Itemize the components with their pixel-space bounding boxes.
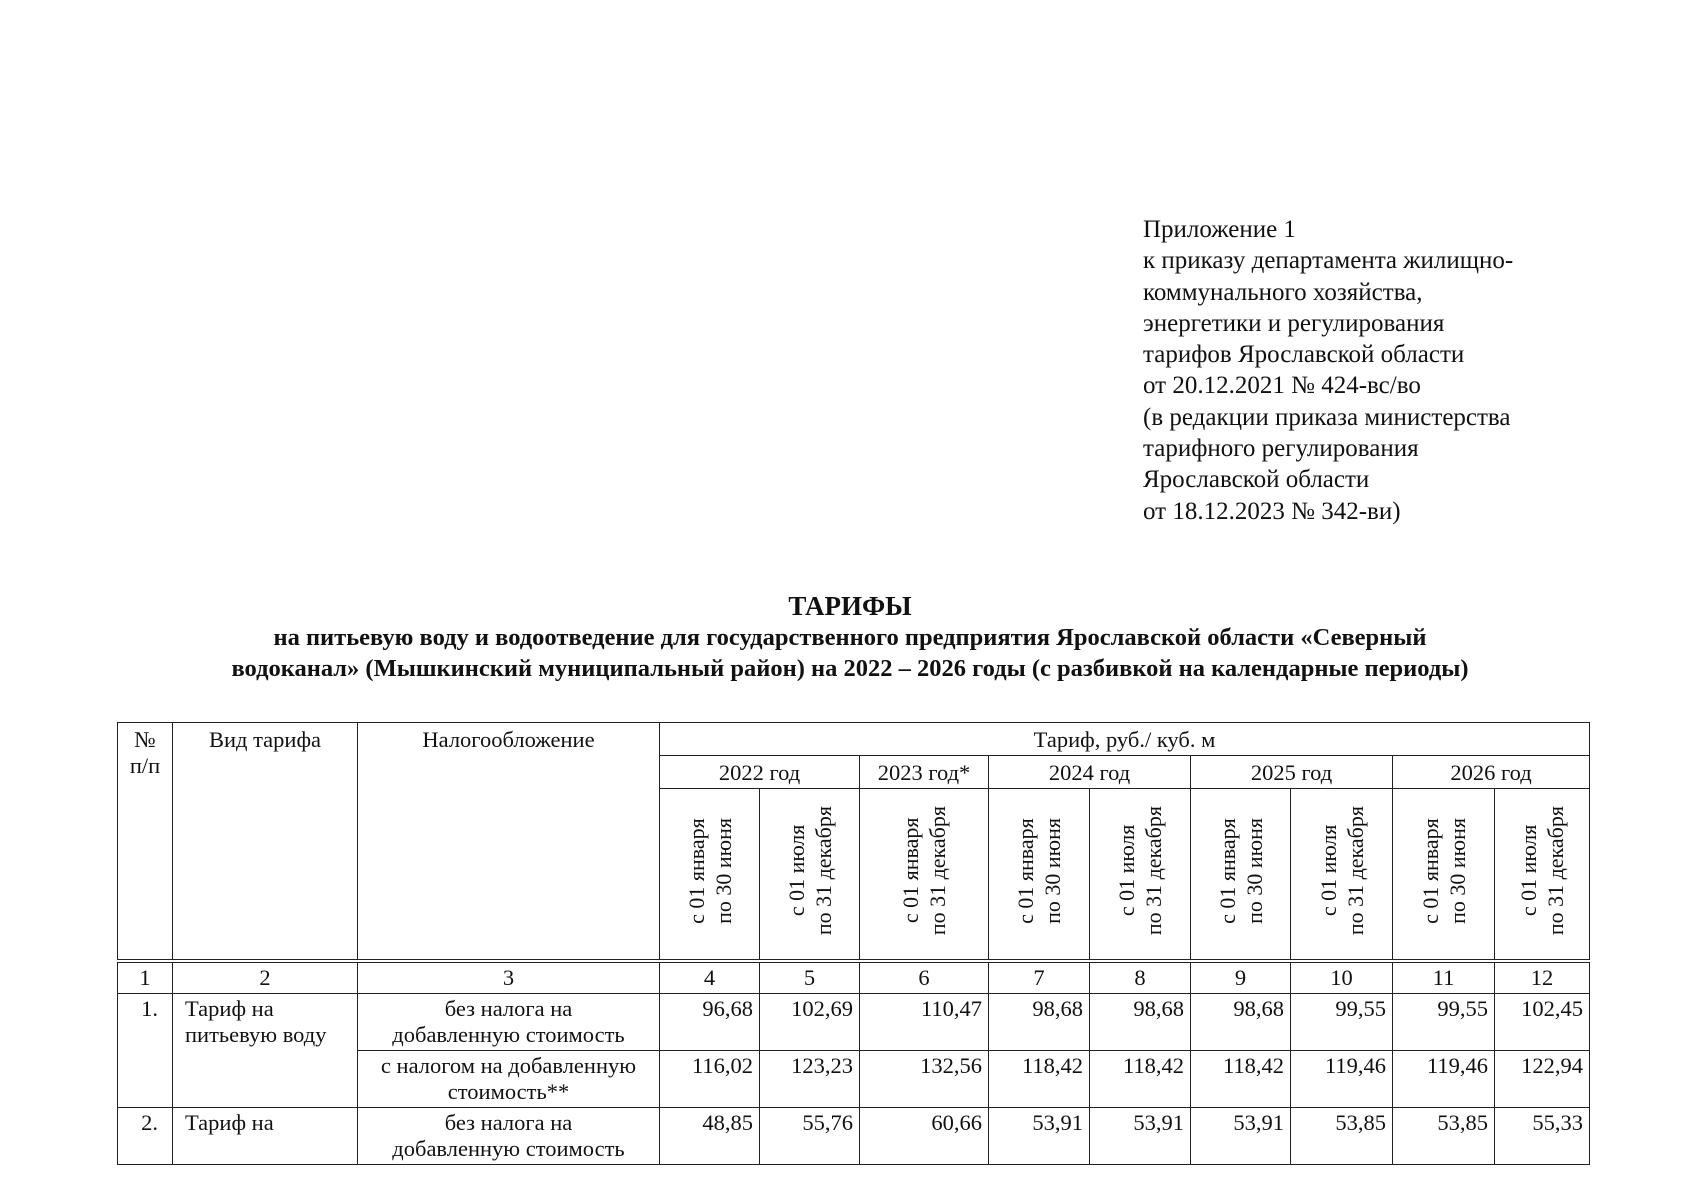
title-sub-line: водоканал» (Мышкинский муниципальный район) на 2022 – 2026 годы (с разбивкой на календарные периоды) [231,655,1469,682]
appendix-line: (в редакции приказа министерства [1143,403,1511,431]
document-title [110,590,1590,684]
column-index: 7 [989,961,1090,994]
tariff-value: 48,85 [660,1108,760,1165]
tariff-value: 98,68 [1191,994,1291,1051]
header-year: 2023 год* [860,756,989,789]
tariff-value: 53,91 [1090,1108,1191,1165]
period-line: с 01 июля [1516,825,1541,917]
tariff-value: 99,55 [1291,994,1393,1051]
tariff-value: 118,42 [1090,1051,1191,1108]
tariff-value: 122,94 [1495,1051,1590,1108]
period-line: с 01 января [898,818,923,924]
tariff-kind-line: питьевую воду [185,1022,327,1047]
tariff-value: 98,68 [989,994,1090,1051]
header-tax: Налогообложение [358,723,660,962]
header-period [1090,789,1191,962]
tariff-value: 123,23 [760,1051,860,1108]
tariff-value: 119,46 [1291,1051,1393,1108]
taxation-cell [358,994,660,1051]
tariff-value: 99,55 [1393,994,1495,1051]
tariff-value: 118,42 [989,1051,1090,1108]
column-index: 3 [358,961,660,994]
period-line: с 01 января [1214,818,1240,924]
period-line: с 01 января [1013,818,1038,924]
column-index: 11 [1393,961,1495,994]
header-year: 2025 год [1191,756,1393,789]
tariff-value: 132,56 [860,1051,989,1108]
period-line: с 01 июля [1114,825,1139,917]
tariff-value: 102,69 [760,994,860,1051]
tariff-value: 53,91 [1191,1108,1291,1165]
period-line: с 01 января [683,818,709,924]
header-no-line: № [134,727,156,752]
appendix-line: Ярославской области [1143,466,1370,494]
appendix-line: от 18.12.2023 № 342-ви) [1143,497,1401,525]
column-index: 2 [173,961,358,994]
taxation-line: без налога на [444,1110,573,1135]
period-line: по 31 декабря [1543,806,1568,936]
period-line: по 31 декабря [1342,806,1368,936]
header-period [1291,789,1393,962]
tariff-kind [173,1108,358,1165]
taxation-cell [358,1108,660,1165]
tariff-value: 96,68 [660,994,760,1051]
appendix-line: тарифного регулирования [1143,435,1419,463]
tariff-value: 53,91 [989,1108,1090,1165]
tariff-value: 116,02 [660,1051,760,1108]
tariff-value: 55,76 [760,1108,860,1165]
column-index: 6 [860,961,989,994]
column-index: 10 [1291,961,1393,994]
header-period [989,789,1090,962]
tariff-value: 55,33 [1495,1108,1590,1165]
header-period [1495,789,1590,962]
column-index: 4 [660,961,760,994]
header-year: 2026 год [1393,756,1590,789]
table-row [118,1108,1590,1165]
tariff-kind [173,994,358,1108]
header-period [1393,789,1495,962]
header-year: 2024 год [989,756,1191,789]
appendix-line: энергетики и регулирования [1143,309,1445,337]
tariff-kind-line: Тариф на [185,1110,274,1135]
period-line: по 31 декабря [810,806,836,936]
column-index: 1 [118,961,173,994]
title-sub-line: на питьевую воду и водоотведение для государственного предприятия Ярославской области «Северный [273,624,1427,651]
tariff-value: 98,68 [1090,994,1191,1051]
taxation-line: добавленную стоимость [392,1136,625,1161]
header-kind: Вид тарифа [173,723,358,962]
table-row [118,994,1590,1051]
taxation-line: с налогом на добавленную [380,1053,637,1078]
period-line: по 31 декабря [1141,806,1166,936]
tariff-value: 119,46 [1393,1051,1495,1108]
period-line: по 30 июня [1241,818,1267,924]
tariff-value: 102,45 [1495,994,1590,1051]
header-row-top [118,723,1590,756]
period-line: с 01 января [1417,818,1443,924]
period-line: с 01 июля [783,825,809,917]
column-index: 5 [760,961,860,994]
header-no-line: п/п [129,753,161,778]
tariff-value: 110,47 [860,994,989,1051]
header-tariff: Тариф, руб./ куб. м [660,723,1590,756]
header-year: 2022 год [660,756,860,789]
taxation-line: без налога на [444,996,573,1021]
appendix-line: коммунального хозяйства, [1143,278,1423,306]
row-number: 1. [118,994,173,1108]
tariff-kind-line: Тариф на [185,996,274,1021]
taxation-line: стоимость** [447,1079,570,1104]
header-period [760,789,860,962]
period-line: по 30 июня [1444,818,1470,924]
appendix-line: к приказу департамента жилищно- [1143,247,1514,275]
column-index-row [118,961,1590,994]
period-line: с 01 июля [1315,825,1341,917]
appendix-line: тарифов Ярославской области [1143,341,1465,369]
column-index: 8 [1090,961,1191,994]
row-number: 2. [118,1108,173,1165]
appendix-line: от 20.12.2021 № 424-вс/во [1143,372,1421,400]
header-no [118,723,173,962]
header-period [660,789,760,962]
tariff-value: 53,85 [1393,1108,1495,1165]
period-line: по 31 декабря [925,806,950,936]
column-index: 9 [1191,961,1291,994]
tariff-value: 118,42 [1191,1051,1291,1108]
period-line: по 30 июня [710,818,736,924]
tariff-value: 53,85 [1291,1108,1393,1165]
column-index: 12 [1495,961,1590,994]
taxation-cell [358,1051,660,1108]
header-period [860,789,989,962]
period-line: по 30 июня [1040,818,1065,924]
header-period [1191,789,1291,962]
taxation-line: добавленную стоимость [392,1022,625,1047]
tariffs-table [117,722,1590,1165]
appendix-line: Приложение 1 [1143,216,1296,243]
appendix-note [1143,214,1513,527]
tariff-value: 60,66 [860,1108,989,1165]
title-main: ТАРИФЫ [788,591,912,621]
